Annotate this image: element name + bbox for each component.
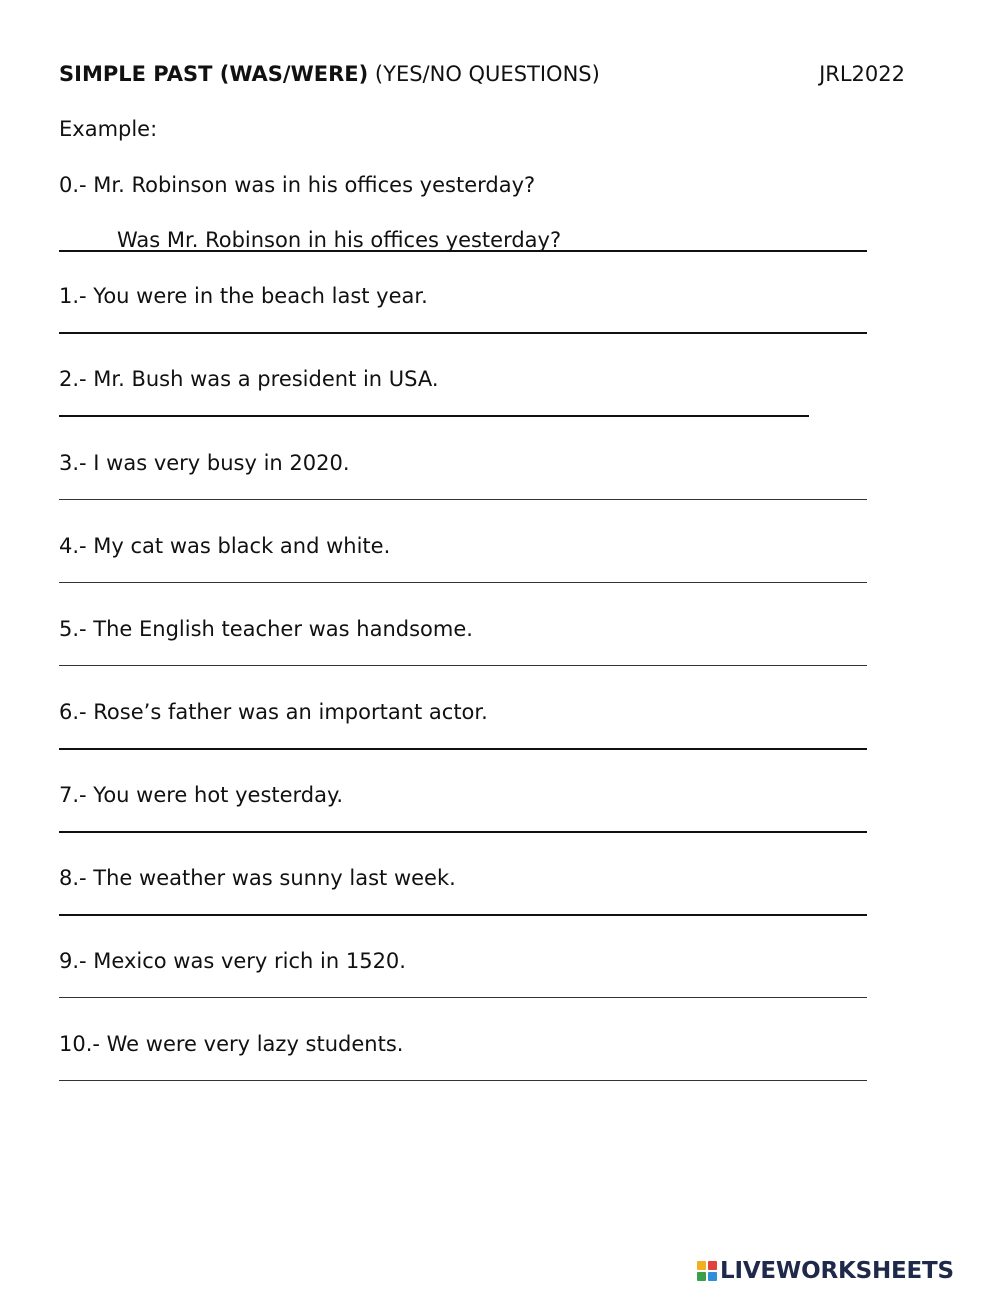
question-text: 10.- We were very lazy students. [59, 1032, 404, 1056]
worksheet-header [59, 60, 909, 88]
question-text: 3.- I was very busy in 2020. [59, 451, 350, 475]
liveworksheets-logo[interactable] [697, 1257, 954, 1285]
question-text: 5.- The English teacher was handsome. [59, 617, 473, 641]
example-answer-line [59, 226, 867, 252]
answer-input-1[interactable] [59, 332, 867, 334]
answer-input-10[interactable] [59, 1080, 867, 1081]
question-text: 6.- Rose’s father was an important actor. [59, 700, 488, 724]
question-text: 9.- Mexico was very rich in 1520. [59, 949, 406, 973]
answer-input-6[interactable] [59, 748, 867, 750]
example-label: Example: [59, 117, 158, 141]
logo-square-icon [708, 1272, 717, 1281]
logo-square-icon [697, 1261, 706, 1270]
answer-input-4[interactable] [59, 582, 867, 583]
answer-input-3[interactable] [59, 499, 867, 500]
answer-input-2[interactable] [59, 415, 809, 417]
logo-square-icon [697, 1272, 706, 1281]
question-text: 8.- The weather was sunny last week. [59, 866, 456, 890]
example-answer-text: Was Mr. Robinson in his offices yesterday? [117, 228, 562, 252]
worksheet-title: SIMPLE PAST (WAS/WERE) [59, 62, 369, 86]
worksheet-code: JRL2022 [819, 62, 905, 86]
logo-square-icon [708, 1261, 717, 1270]
logo-text: LIVEWORKSHEETS [720, 1258, 954, 1284]
worksheet-subtitle: (YES/NO QUESTIONS) [374, 62, 600, 86]
logo-mark-icon [697, 1261, 717, 1281]
answer-input-9[interactable] [59, 997, 867, 998]
example-question: 0.- Mr. Robinson was in his offices yesterday? [59, 173, 536, 197]
question-text: 4.- My cat was black and white. [59, 534, 391, 558]
answer-input-8[interactable] [59, 914, 867, 916]
question-text: 7.- You were hot yesterday. [59, 783, 344, 807]
question-text: 1.- You were in the beach last year. [59, 284, 428, 308]
answer-input-7[interactable] [59, 831, 867, 833]
answer-input-5[interactable] [59, 665, 867, 666]
question-text: 2.- Mr. Bush was a president in USA. [59, 367, 439, 391]
